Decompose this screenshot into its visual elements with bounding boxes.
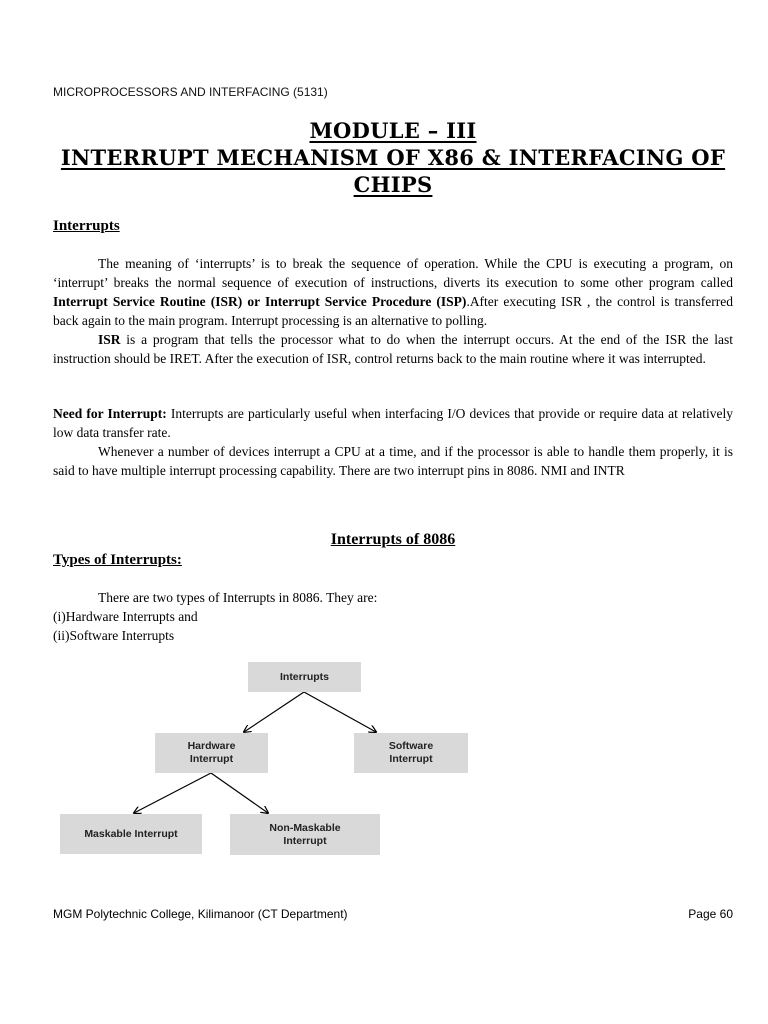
need-paragraph	[53, 404, 733, 442]
node-maskable-interrupt	[60, 814, 202, 854]
node-hardware-label: Hardware Interrupt	[187, 740, 236, 765]
arrow-root-to-software	[304, 692, 376, 732]
footer-college: MGM Polytechnic College, Kilimanoor (CT Department)	[53, 907, 348, 921]
p1-text-a: The meaning of ‘interrupts’ is to break the sequence of operation. While the CPU is executing a program, on ‘interrupt’ breaks the normal sequence of execution of instructions, diverts its execution to some other program called	[53, 256, 733, 290]
arrow-hardware-to-maskable	[134, 773, 211, 813]
arrow-root-to-hardware	[244, 692, 304, 732]
p1-bold-isr: Interrupt Service Routine (ISR) or Interrupt Service Procedure (ISP)	[53, 294, 467, 309]
node-software-interrupt	[354, 733, 468, 773]
types-heading: Types of Interrupts:	[53, 552, 182, 568]
need-label: Need for Interrupt:	[53, 406, 167, 421]
arrow-hardware-to-nonmaskable	[211, 773, 268, 813]
title-line-2: INTERRUPT MECHANISM OF X86 & INTERFACING OF	[60, 145, 726, 170]
interrupts-8086-heading: Interrupts of 8086	[330, 531, 456, 548]
types-intro	[53, 588, 733, 607]
module-title	[53, 117, 733, 198]
node-maskable-label: Maskable Interrupt	[84, 827, 178, 840]
title-line-1: MODULE – III	[309, 118, 477, 143]
multiple-interrupts-paragraph	[53, 442, 733, 480]
interrupts-paragraph-2	[53, 330, 733, 368]
running-header: MICROPROCESSORS AND INTERFACING (5131)	[53, 85, 328, 99]
types-intro-text: There are two types of Interrupts in 8086. They are:	[98, 590, 378, 605]
footer-page-number: Page 60	[688, 907, 733, 921]
p1-text-b: .After executing ISR , the control is transferred back again to the main program. Interrupt processing is an alternative to polling.	[53, 294, 734, 328]
multiple-interrupts-text: Whenever a number of devices interrupt a CPU at a time, and if the processor is able to handle them properly, it is said to have multiple interrupt processing capability. There are two interrupt pins in 8086. NMI and INTR	[53, 444, 733, 478]
interrupts-heading: Interrupts	[53, 218, 120, 234]
node-nonmaskable-label: Non-Maskable Interrupt	[269, 821, 341, 847]
need-text: Interrupts are particularly useful when interfacing I/O devices that provide or require data at relatively low data transfer rate.	[53, 406, 733, 440]
title-line-3: CHIPS	[353, 172, 433, 197]
node-software-label: Software Interrupt	[388, 740, 434, 765]
types-item-1: (i)Hardware Interrupts and	[53, 609, 198, 624]
node-hardware-interrupt	[155, 733, 268, 773]
node-interrupts	[248, 662, 361, 692]
node-interrupts-label: Interrupts	[279, 670, 329, 683]
p2-text: is a program that tells the processor what to do when the interrupt occurs. At the end of the ISR the last instruction should be IRET. After the execution of ISR, control returns back to the main routine where it was interrupted.	[53, 332, 733, 366]
node-nonmaskable-interrupt	[230, 814, 380, 855]
p2-bold-isr: ISR	[98, 332, 121, 347]
types-item-2: (ii)Software Interrupts	[53, 628, 175, 643]
interrupts-paragraph-1	[53, 254, 733, 330]
